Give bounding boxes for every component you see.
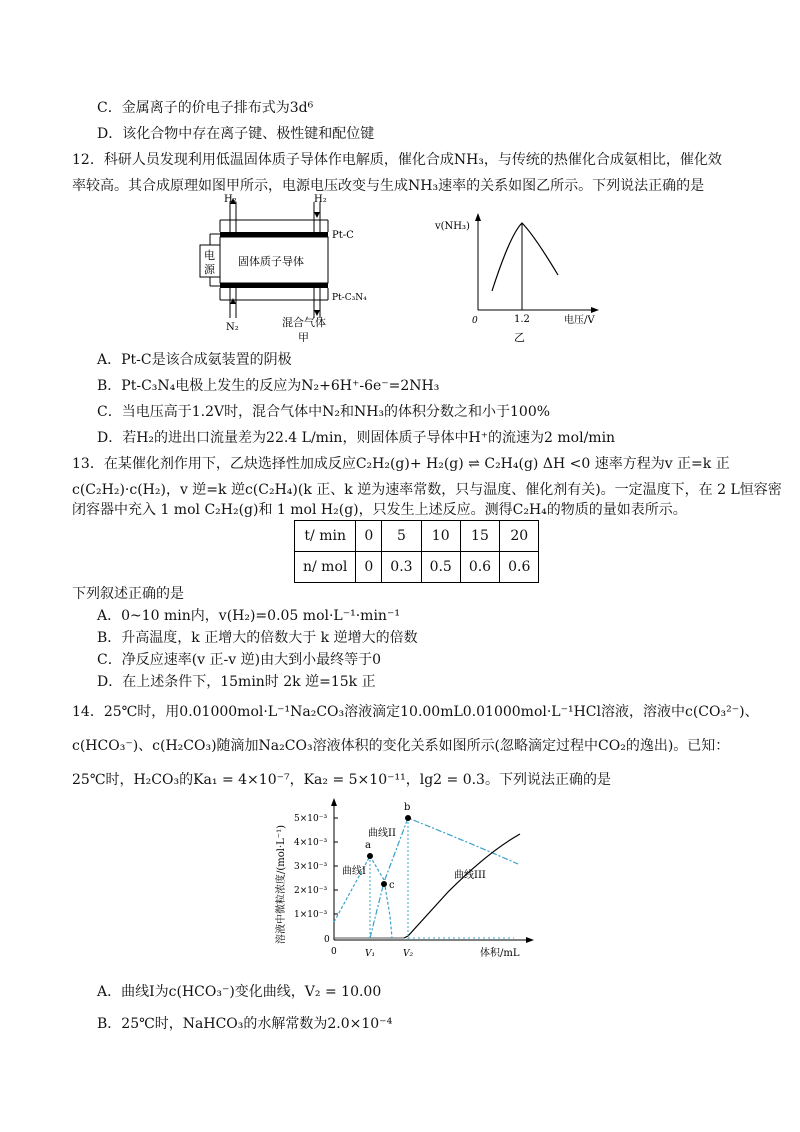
- label-a: a: [365, 840, 371, 851]
- q12-stem-line2: 率较高。其合成原理如图甲所示，电源电压改变与生成NH₃速率的关系如图乙所示。下列说法正确的是: [72, 178, 705, 194]
- electrode-ptc3n4-label: Pt-C₃N₄: [332, 293, 367, 303]
- xtick: V₁: [365, 949, 376, 959]
- q13-stem-line3: 闭容器中充入 1 mol C₂H₂(g)和 1 mol H₂(g)，只发生上述反应。测得C₂H₄的物质的量如表所示。: [72, 502, 687, 518]
- table-cell: 0.6: [460, 552, 499, 583]
- q13-data-table: [294, 520, 539, 583]
- ytick: 2×10⁻³: [294, 886, 328, 896]
- point-a: [367, 853, 373, 859]
- q12-option-b: B．Pt-C₃N₄电极上发生的反应为N₂+6H⁺-6e⁻=2NH₃: [97, 378, 440, 394]
- graph-x-axis-label: 体积/mL: [480, 948, 520, 959]
- q12-figure-yi: [430, 205, 610, 345]
- ytick: 3×10⁻³: [294, 862, 328, 872]
- graph-y-axis-label: 溶液中微粒浓度/(mol·L⁻¹): [276, 825, 287, 944]
- power-label-1: 电: [204, 249, 215, 262]
- label-c: c: [389, 880, 395, 891]
- q13-option-a: A．0~10 min内，v(H₂)=0.05 mol·L⁻¹·min⁻¹: [97, 608, 400, 624]
- yi-y-axis-label: v(NH₃): [435, 221, 470, 232]
- fig-jia-caption: 甲: [298, 331, 309, 342]
- q12-figure-jia: [190, 192, 370, 342]
- yi-xtick-1.2: 1.2: [514, 314, 530, 325]
- q12-option-a: A．Pt-C是该合成氨装置的阴极: [97, 352, 292, 368]
- q14-stem-line1: 14．25℃时，用0.01000mol·L⁻¹Na₂CO₃溶液滴定10.00mL0.01000mol·L⁻¹HCl溶液，溶液中c(CO₃²⁻)、: [72, 704, 759, 720]
- table-cell: 20: [500, 521, 539, 552]
- q13-question: 下列叙述正确的是: [72, 586, 184, 602]
- point-b: [405, 815, 411, 821]
- point-c: [381, 881, 387, 887]
- ytick: 4×10⁻³: [294, 838, 328, 848]
- curve-iii: [404, 834, 520, 938]
- ytick: 0: [324, 935, 330, 945]
- table-cell: t/ min: [295, 521, 356, 552]
- label-curve-ii: 曲线II: [368, 828, 396, 839]
- label-curve-iii: 曲线III: [454, 870, 486, 881]
- h2-inlet-label: H₂: [314, 194, 327, 205]
- table-cell: 0.6: [500, 552, 539, 583]
- table-row: [295, 552, 539, 583]
- table-cell: n/ mol: [295, 552, 356, 583]
- q13-option-b: B．升高温度，k 正增大的倍数大于 k 逆增大的倍数: [97, 630, 418, 646]
- q13-stem-line2: c(C₂H₂)·c(H₂)，v 逆=k 逆c(C₂H₄)(k 正、k 逆为速率常数，只与温度、催化剂有关)。一定温度下，在 2 L恒容密: [72, 482, 782, 498]
- mixed-gas-label: 混合气体: [282, 316, 326, 329]
- table-cell: 10: [421, 521, 460, 552]
- q13-option-d: D．在上述条件下，15min时 2k 逆=15k 正: [97, 674, 376, 690]
- q13-stem-line1: 13．在某催化剂作用下，乙炔选择性加成反应C₂H₂(g)+ H₂(g) ⇌ C₂H₄(g) ΔH <0 速率方程为v 正=k 正: [72, 456, 730, 472]
- table-cell: 0.5: [421, 552, 460, 583]
- q12-option-d: D．若H₂的进出口流量差为22.4 L/min，则固体质子导体中H⁺的流速为2 mol/min: [97, 430, 616, 446]
- xtick: 0: [331, 947, 337, 957]
- power-label-2: 源: [204, 263, 215, 276]
- q14-stem-line3: 25℃时，H₂CO₃的Ka₁ = 4×10⁻⁷，Ka₂ = 5×10⁻¹¹，lg2 = 0.3。下列说法正确的是: [72, 772, 611, 788]
- table-cell: 0.3: [382, 552, 421, 583]
- electrode-pt-c-label: Pt-C: [332, 230, 354, 241]
- q14-graph: [268, 796, 538, 976]
- xtick: V₂: [403, 949, 414, 959]
- q13-option-c: C．净反应速率(v 正-v 逆)由大到小最终等于0: [97, 652, 381, 668]
- ytick: 5×10⁻³: [294, 814, 328, 824]
- n2-inlet-label: N₂: [226, 322, 239, 333]
- table-cell: 5: [382, 521, 421, 552]
- label-b: b: [404, 802, 411, 813]
- table-cell: 0: [356, 552, 382, 583]
- label-curve-i: 曲线I: [342, 866, 366, 877]
- fig-yi-caption: 乙: [514, 331, 525, 344]
- q14-option-b: B．25℃时，NaHCO₃的水解常数为2.0×10⁻⁴: [97, 1016, 393, 1032]
- q12-stem-line1: 12．科研人员发现利用低温固体质子导体作电解质，催化合成NH₃，与传统的热催化合成氨相比，催化效: [72, 152, 722, 168]
- q14-stem-line2: c(HCO₃⁻)、c(H₂CO₃)随滴加Na₂CO₃溶液体积的变化关系如图所示(忽略滴定过程中CO₂的逸出)。已知：: [72, 738, 730, 754]
- ytick: 1×10⁻³: [294, 910, 328, 920]
- q12-option-c: C．当电压高于1.2V时，混合气体中N₂和NH₃的体积分数之和小于100%: [97, 404, 551, 420]
- h2-outlet-label: H₂: [224, 194, 237, 205]
- q14-option-a: A．曲线I为c(HCO₃⁻)变化曲线，V₂ = 10.00: [97, 984, 382, 1000]
- conductor-label: 固体质子导体: [238, 255, 304, 268]
- q11-option-d: D．该化合物中存在离子键、极性键和配位键: [97, 126, 375, 142]
- yi-x-axis-label: 电压/V: [564, 315, 595, 326]
- rate-curve: [492, 223, 558, 291]
- table-row: [295, 521, 539, 552]
- table-cell: 15: [460, 521, 499, 552]
- yi-origin: 0: [472, 316, 478, 326]
- table-cell: 0: [356, 521, 382, 552]
- q11-option-c: C．金属离子的价电子排布式为3d⁶: [97, 100, 314, 116]
